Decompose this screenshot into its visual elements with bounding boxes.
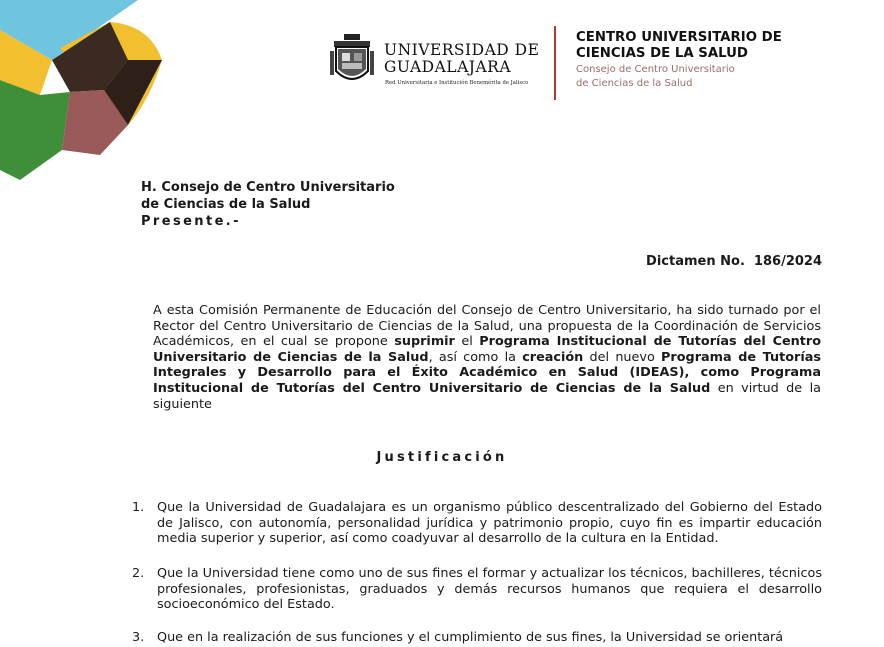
- addressee-line3: Presente.-: [141, 214, 241, 229]
- list-item-text: Que en la realización de sus funciones y el cumplimiento de sus fines, la Universidad se orientará: [157, 630, 784, 645]
- intro-text-4: del nuevo: [583, 349, 662, 365]
- university-name: [384, 42, 539, 76]
- intro-bold-4: Programa de Tutorías Integrales y Desarrollo para el Éxito Académico en Salud (IDEAS), como Programa Institucional de Tutorías del Centro Universitario de Ciencias de la Salud: [153, 349, 821, 396]
- university-name-line2: GUADALAJARA: [384, 58, 512, 76]
- list-item: [132, 566, 822, 613]
- center-title-line2: CIENCIAS DE LA SALUD: [576, 46, 748, 61]
- intro-bold-2: Programa Institucional de Tutorías del Centro Universitario de Ciencias de la Salud: [153, 334, 821, 365]
- section-heading: Justificación: [376, 450, 508, 465]
- intro-text-3: , así como la: [428, 349, 523, 365]
- university-seal-icon: [330, 33, 374, 89]
- list-item-number: 2.: [132, 566, 145, 581]
- header-divider: [554, 26, 556, 100]
- list-item-text: Que la Universidad de Guadalajara es un organismo público descentralizado del Gobierno del Estado de Jalisco, con autonomía, personalidad jurídica y patrimonio propio, cuyo fin es impartir educación media superior y superior, así como coadyuvar al desarrollo de la cultura en la Entidad.: [157, 500, 822, 547]
- center-subtitle: [576, 63, 735, 91]
- dictamen-number: Dictamen No. 186/2024: [646, 254, 822, 269]
- intro-text-2: el: [454, 334, 480, 350]
- list-item-number: 1.: [132, 500, 145, 515]
- intro-paragraph: [153, 303, 821, 412]
- intro-bold-1: suprimir: [394, 334, 455, 350]
- intro-text-1: A esta Comisión Permanente de Educación del Consejo de Centro Universitario, ha sido turnado por el Rector del Centro Universitario de Ciencias de la Salud, una propuesta de la Coordinación de Servicios Académicos, en el cual se propone: [153, 303, 821, 350]
- cucs-corner-logo: [0, 0, 170, 185]
- center-subtitle-line2: de Ciencias de la Salud: [576, 78, 693, 89]
- university-name-line1: UNIVERSIDAD DE: [384, 41, 540, 59]
- intro-bold-3: creación: [522, 349, 584, 365]
- addressee-block: [141, 179, 395, 230]
- list-item: [132, 500, 822, 547]
- center-title: [576, 30, 782, 62]
- addressee-line2: de Ciencias de la Salud: [141, 197, 311, 212]
- list-item: [132, 630, 822, 646]
- list-item-number: 3.: [132, 630, 145, 645]
- addressee-line1: H. Consejo de Centro Universitario: [141, 180, 395, 195]
- intro-text-5: en virtud de la siguiente: [153, 380, 821, 412]
- center-title-line1: CENTRO UNIVERSITARIO DE: [576, 30, 782, 45]
- list-item-text: Que la Universidad tiene como uno de sus fines el formar y actualizar los técnicos, bachilleres, técnicos profesionales, profesionistas, graduados y demás recursos humanos que requiera el desarrollo socioeconómico del Estado.: [157, 566, 822, 613]
- center-subtitle-line1: Consejo de Centro Universitario: [576, 64, 735, 75]
- university-network: Red Universitaria e Institución Benemérita de Jalisco: [385, 80, 529, 86]
